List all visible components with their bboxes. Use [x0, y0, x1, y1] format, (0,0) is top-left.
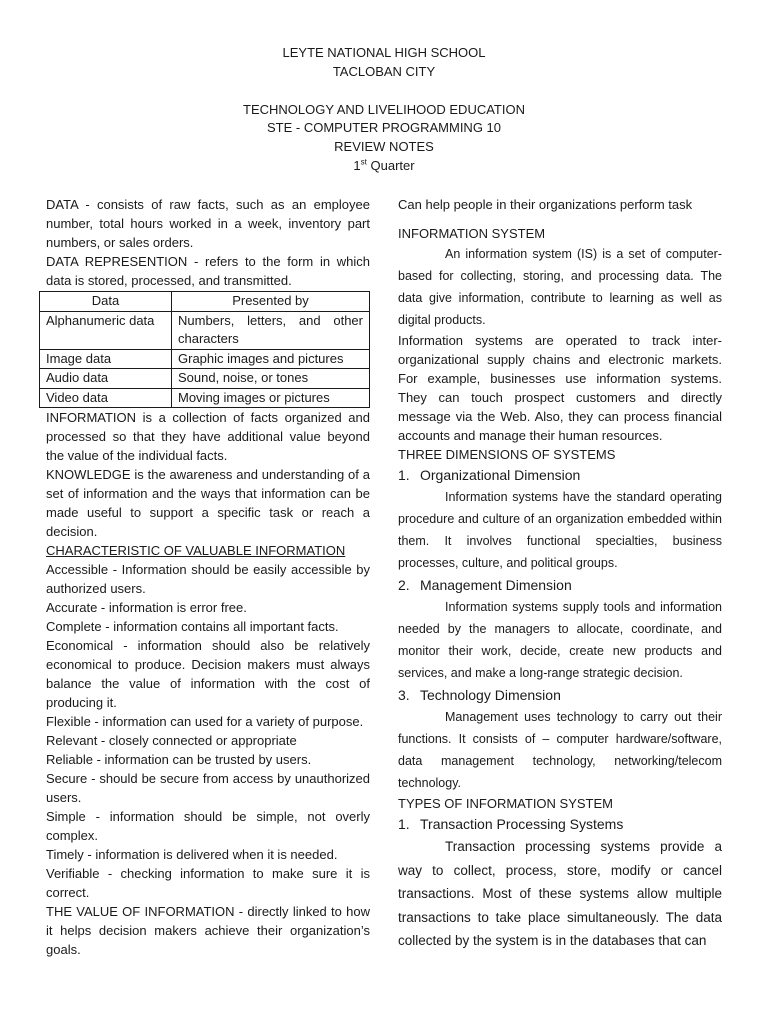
course-title: STE - COMPUTER PROGRAMMING 10 — [266, 120, 502, 136]
table-cell: Image data — [40, 349, 172, 369]
characteristic-item: Accurate - information is error free. — [46, 600, 247, 615]
information-definition: INFORMATION is a collection of facts organized and processed so that they have additional value beyond the value of the individual facts. — [46, 410, 370, 463]
characteristic-item: Secure - should be secure from access by unauthorized users. — [46, 771, 370, 805]
dimension-heading — [398, 574, 722, 596]
table-row — [40, 388, 370, 408]
dimension-text: Management uses technology to carry out their functions. It consists of – computer hardware/software, data management technology, networking/telecom technology. — [398, 710, 722, 790]
information-system-definition: An information system (IS) is a set of computer-based for collecting, storing, and processing data. The data give information, contribute to learning as well as digital products. — [398, 247, 722, 327]
table-row — [40, 369, 370, 389]
data-representation-definition: DATA REPRESENTION - refers to the form in which data is stored, processed, and transmitted. — [46, 254, 370, 288]
characteristic-item: Simple - information should be simple, not overly complex. — [46, 809, 370, 843]
characteristic-item: Reliable - information can be trusted by users. — [46, 752, 312, 767]
table-cell: Alphanumeric data — [40, 311, 172, 349]
table-cell: Video data — [40, 388, 172, 408]
type-number: 1. — [398, 816, 410, 832]
dimension-number: 3. — [398, 687, 410, 703]
continuation-line: Can help people in their organizations perform task — [398, 197, 693, 212]
table-header-presented-by: Presented by — [172, 292, 370, 312]
data-definition: DATA - consists of raw facts, such as an employee number, total hours worked in a week, inventory part numbers, or sales orders. — [46, 197, 370, 250]
table-header-row — [40, 292, 370, 312]
table-row — [40, 311, 370, 349]
school-name: LEYTE NATIONAL HIGH SCHOOL — [282, 45, 486, 60]
information-system-heading: INFORMATION SYSTEM — [398, 226, 546, 241]
characteristic-item: Accessible - Information should be easily accessible by authorized users. — [46, 562, 370, 596]
dimension-title: Management Dimension — [420, 577, 572, 593]
table-cell: Audio data — [40, 369, 172, 389]
table-cell: Sound, noise, or tones — [172, 369, 370, 389]
table-cell: Numbers, letters, and other characters — [172, 311, 370, 349]
quarter-label: 1st Quarter — [353, 157, 415, 173]
left-column — [46, 195, 370, 959]
subject-title: TECHNOLOGY AND LIVELIHOOD EDUCATION — [243, 101, 525, 117]
characteristic-item: Complete - information contains all important facts. — [46, 619, 339, 634]
type-heading — [398, 813, 722, 835]
data-representation-table — [39, 291, 370, 408]
type-text: Transaction processing systems provide a way to collect, process, store, modify or cancel transactions. Most of these systems allow multiple transactions to take place simultaneously. The data collected by the system is in the databases that can — [398, 839, 722, 948]
table-cell: Moving images or pictures — [172, 388, 370, 408]
dimension-text: Information systems supply tools and information needed by the managers to allocate, coordinate, and monitor their work, decide, create new products and services, and make a long-range strategic decision. — [398, 600, 722, 680]
dimension-heading — [398, 464, 722, 486]
characteristic-item: Timely - information is delivered when it is needed. — [46, 847, 338, 862]
knowledge-definition: KNOWLEDGE is the awareness and understanding of a set of information and the ways that information can be made useful to support a specific task or reach a decision. — [46, 467, 370, 539]
information-system-operations: Information systems are operated to track inter-organizational supply chains and electronic markets. For example, businesses use information systems. They can touch prospect customers and directly message via the Web. Also, they can process financial accounts and manage their human resources. — [398, 333, 722, 443]
dimension-number: 1. — [398, 467, 410, 483]
dimension-title: Technology Dimension — [420, 687, 561, 703]
characteristic-item: Economical - information should also be relatively economical to produce. Decision makers must always balance the value of information with the cost of producing it. — [46, 638, 370, 710]
table-row — [40, 349, 370, 369]
characteristic-item: Verifiable - checking information to make sure it is correct. — [46, 866, 370, 900]
dimension-text: Information systems have the standard operating procedure and culture of an organization embedded within them. It involves functional specialties, business processes, culture, and political groups. — [398, 490, 722, 570]
table-cell: Graphic images and pictures — [172, 349, 370, 369]
type-title: Transaction Processing Systems — [420, 816, 624, 832]
document-header — [0, 44, 768, 176]
dimension-title: Organizational Dimension — [420, 467, 581, 483]
three-dimensions-heading: THREE DIMENSIONS OF SYSTEMS — [398, 447, 616, 462]
table-header-data: Data — [40, 292, 172, 312]
right-column — [398, 195, 722, 953]
characteristic-item: Flexible - information can used for a variety of purpose. — [46, 714, 364, 729]
document-type: REVIEW NOTES — [334, 139, 434, 155]
school-city: TACLOBAN CITY — [332, 63, 436, 79]
dimension-heading — [398, 684, 722, 706]
characteristic-item: Relevant - closely connected or appropriate — [46, 733, 297, 748]
dimension-number: 2. — [398, 577, 410, 593]
value-of-information: THE VALUE OF INFORMATION - directly linked to how it helps decision makers achieve their organization’s goals. — [46, 904, 370, 957]
characteristics-heading: CHARACTERISTIC OF VALUABLE INFORMATION — [46, 543, 346, 558]
types-heading: TYPES OF INFORMATION SYSTEM — [398, 796, 613, 811]
